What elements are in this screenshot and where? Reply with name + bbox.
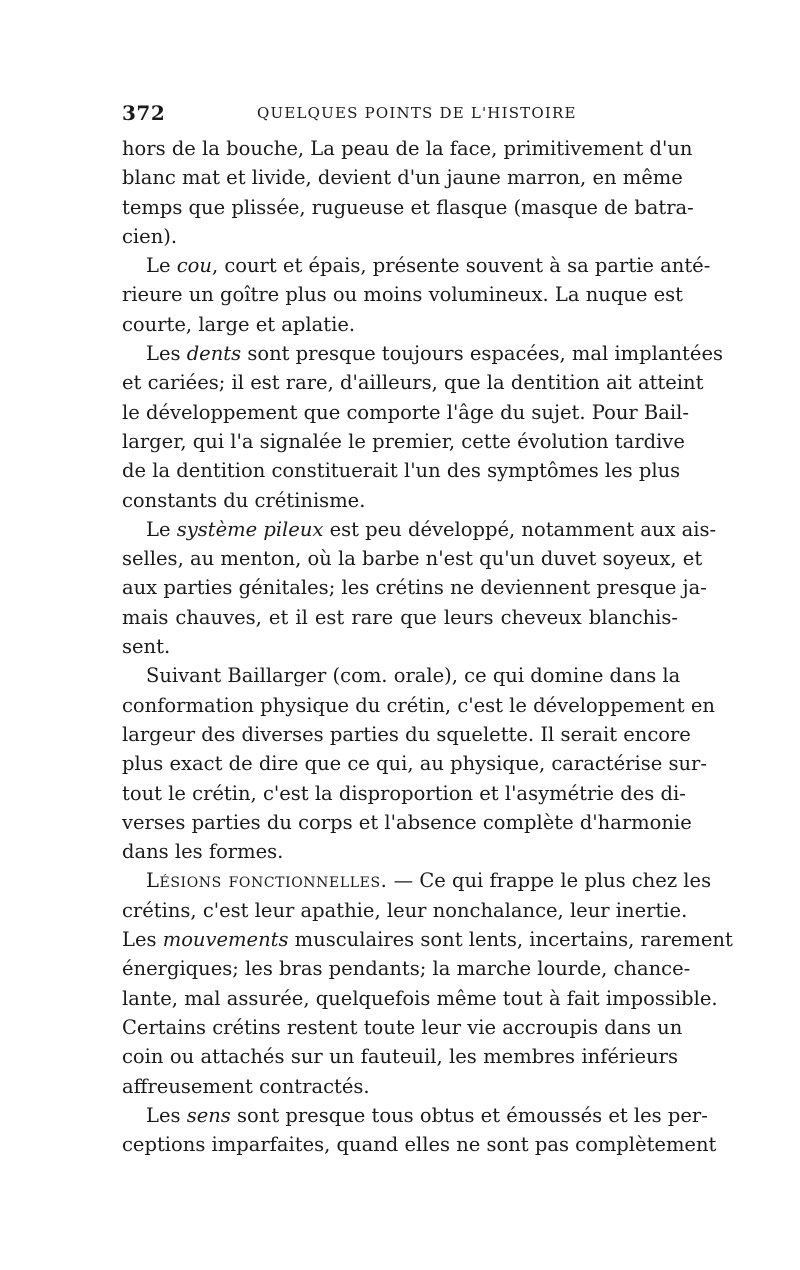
- text-line: le développement que comporte l'âge du sujet. Pour Bail-: [122, 400, 689, 424]
- italic-term: mouvements: [162, 928, 289, 952]
- paragraph: [122, 1101, 717, 1160]
- text-line: Les sens sont presque tous obtus et émoussés et les per-: [146, 1103, 708, 1127]
- text-line: Les mouvements musculaires sont lents, incertains, rarement: [122, 928, 733, 952]
- text-line: aux parties génitales; les crétins ne deviennent presque ja-: [122, 576, 707, 600]
- text-line: Les dents sont presque toujours espacées, mal implantées: [146, 342, 723, 366]
- italic-term: cou: [176, 254, 212, 278]
- text-line: crétins, c'est leur apathie, leur nonchalance, leur inertie.: [122, 898, 688, 922]
- paragraph: [122, 339, 723, 515]
- text-line: ceptions imparfaites, quand elles ne sont pas complètement: [122, 1133, 717, 1157]
- text-line: Le cou, court et épais, présente souvent à sa partie anté-: [146, 254, 711, 278]
- paragraph: [122, 661, 715, 866]
- running-head: [122, 101, 678, 127]
- text-line: blanc mat et livide, devient d'un jaune marron, en même: [122, 166, 683, 190]
- page-number: 372: [122, 101, 166, 125]
- italic-term: système pileux: [176, 517, 324, 541]
- text-line: coin ou attachés sur un fauteuil, les membres inférieurs: [122, 1045, 678, 1069]
- text-line: conformation physique du crétin, c'est le développement en: [122, 693, 715, 717]
- text-line: temps que plissée, rugueuse et flasque (masque de batra-: [122, 195, 694, 219]
- text-line: courte, large et aplatie.: [122, 312, 356, 336]
- text-line: dans les formes.: [122, 840, 284, 864]
- section-heading: Lésions fonctionnelles.: [146, 869, 388, 893]
- text-line: larger, qui l'a signalée le premier, cette évolution tardive: [122, 429, 685, 453]
- text-line: Certains crétins restent toute leur vie accroupis dans un: [122, 1015, 683, 1039]
- italic-term: dents: [186, 342, 242, 366]
- text-line: affreusement contractés.: [122, 1074, 370, 1098]
- text-line: de la dentition constituerait l'un des symptômes les plus: [122, 459, 681, 483]
- text-line: tout le crétin, c'est la disproportion et l'asymétrie des di-: [122, 781, 686, 805]
- text-line: Lésions fonctionnelles. — Ce qui frappe le plus chez les: [146, 869, 712, 893]
- text-line: constants du crétinisme.: [122, 488, 366, 512]
- paragraph: [122, 866, 733, 1100]
- text-line: mais chauves, et il est rare que leurs cheveux blanchis-: [122, 605, 678, 629]
- text-line: rieure un goître plus ou moins volumineux. La nuque est: [122, 283, 683, 307]
- text-line: lante, mal assurée, quelquefois même tout à fait impossible.: [122, 986, 718, 1010]
- running-title: QUELQUES POINTS DE L'HISTOIRE: [257, 104, 577, 122]
- text-line: hors de la bouche, La peau de la face, primitivement d'un: [122, 137, 693, 160]
- text-line: cien).: [122, 224, 178, 248]
- paragraph: [122, 134, 694, 251]
- text-line: énergiques; les bras pendants; la marche lourde, chance-: [122, 957, 691, 981]
- text-line: selles, au menton, où la barbe n'est qu'un duvet soyeux, et: [122, 547, 703, 571]
- text-line: sent.: [122, 635, 171, 659]
- text-line: Le système pileux est peu développé, notamment aux ais-: [146, 517, 717, 541]
- body-text: [122, 134, 733, 1159]
- text-line: largeur des diverses parties du squelette. Il serait encore: [122, 722, 691, 746]
- paragraph: [122, 515, 717, 661]
- italic-term: sens: [186, 1103, 231, 1127]
- text-line: plus exact de dire que ce qui, au physique, caractérise sur-: [122, 752, 707, 776]
- text-line: et cariées; il est rare, d'ailleurs, que la dentition ait atteint: [122, 371, 704, 395]
- paragraph: [122, 251, 711, 339]
- text-line: verses parties du corps et l'absence complète d'harmonie: [122, 810, 692, 834]
- text-line: Suivant Baillarger (com. orale), ce qui domine dans la: [146, 664, 681, 688]
